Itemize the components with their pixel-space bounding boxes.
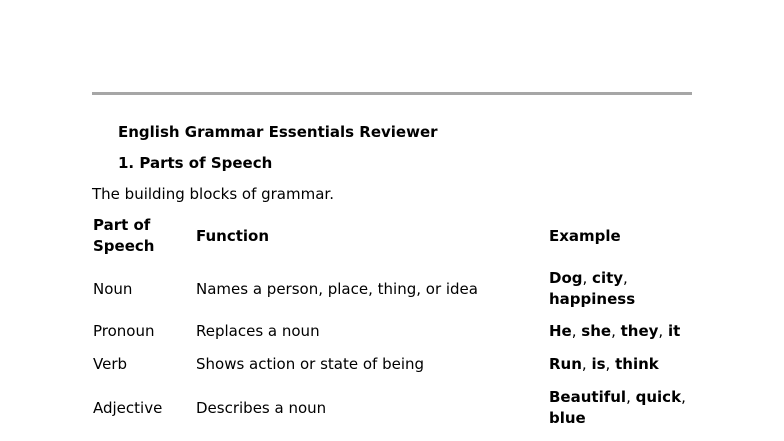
table-header-row bbox=[92, 212, 699, 260]
header-part-of-speech: Part of Speech bbox=[93, 216, 155, 255]
example-word: they bbox=[620, 322, 659, 340]
example-word: He bbox=[549, 322, 572, 340]
horizontal-rule bbox=[92, 92, 692, 95]
example-word: Run bbox=[549, 355, 582, 373]
section-heading: 1. Parts of Speech bbox=[118, 154, 273, 172]
example-word: think bbox=[615, 355, 659, 373]
table-row bbox=[92, 260, 699, 318]
example-word: quick bbox=[635, 388, 682, 406]
example-word: it bbox=[667, 322, 681, 340]
example-word: city bbox=[592, 269, 624, 287]
parts-of-speech-table bbox=[92, 212, 699, 432]
example-word: blue bbox=[549, 409, 586, 427]
example-word: Beautiful bbox=[549, 388, 627, 406]
example-word: happiness bbox=[549, 290, 636, 308]
table-row bbox=[92, 345, 699, 384]
example-word: Dog bbox=[549, 269, 583, 287]
cell-function: Describes a noun bbox=[196, 398, 327, 417]
header-example: Example bbox=[549, 226, 621, 245]
cell-example: He, she, they, it bbox=[549, 322, 681, 340]
header-function: Function bbox=[196, 226, 270, 245]
cell-part: Pronoun bbox=[93, 322, 155, 340]
section-intro: The building blocks of grammar. bbox=[92, 185, 334, 203]
cell-function: Replaces a noun bbox=[196, 322, 320, 340]
cell-function: Shows action or state of being bbox=[196, 355, 425, 373]
cell-part: Verb bbox=[93, 355, 128, 373]
cell-function: Names a person, place, thing, or idea bbox=[196, 279, 478, 298]
cell-part: Adjective bbox=[93, 398, 163, 417]
cell-example: Dog, city, happiness bbox=[549, 269, 636, 308]
cell-example: Run, is, think bbox=[549, 355, 659, 373]
cell-part: Noun bbox=[93, 279, 133, 298]
table-row bbox=[92, 318, 699, 345]
example-word: is bbox=[591, 355, 606, 373]
cell-example: Beautiful, quick, blue bbox=[549, 388, 686, 427]
example-word: she bbox=[581, 322, 612, 340]
table-row bbox=[92, 384, 699, 432]
document-title: English Grammar Essentials Reviewer bbox=[118, 123, 438, 141]
